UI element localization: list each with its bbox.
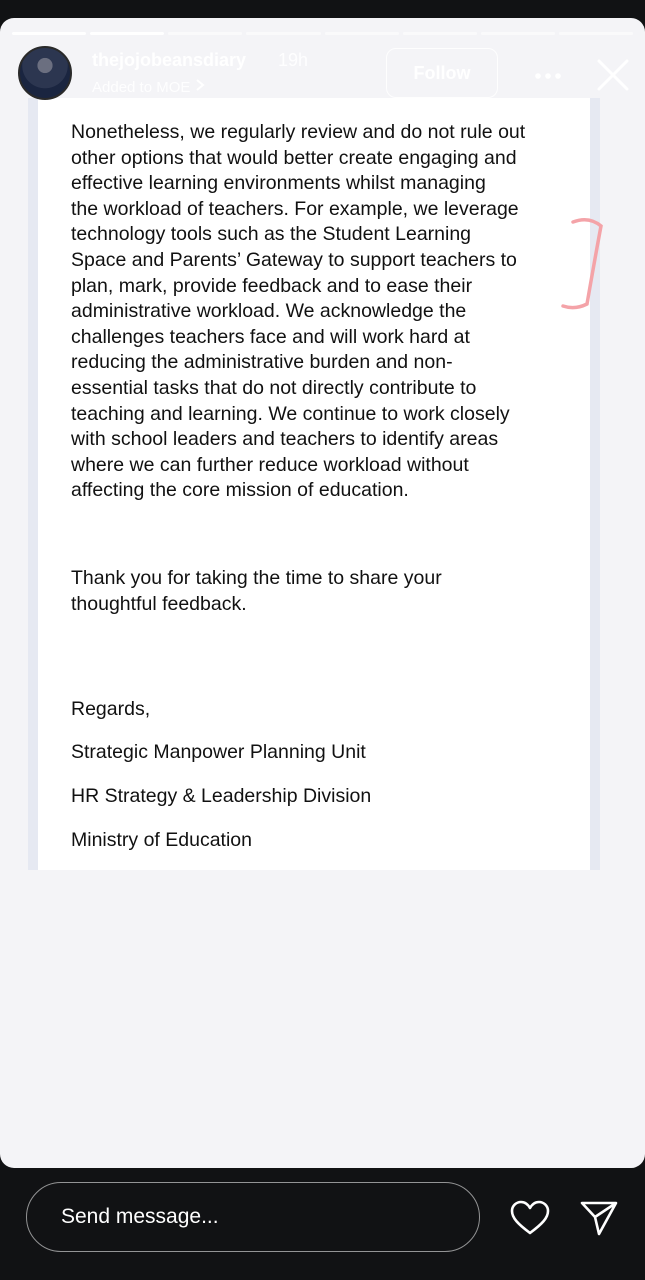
letter-line: challenges teachers face and will work hard at	[71, 325, 470, 348]
username[interactable]: thejojobeansdiary	[92, 50, 247, 70]
progress-segment	[90, 32, 164, 35]
story-progress-bar	[12, 32, 633, 35]
letter-line: the workload of teachers. For example, we leverage	[71, 197, 519, 220]
signature-unit: Strategic Manpower Planning Unit	[71, 741, 366, 763]
letter-line: where we can further reduce workload without	[71, 453, 469, 476]
progress-segment	[246, 32, 320, 35]
letter-line: Space and Parents’ Gateway to support teachers to	[71, 248, 517, 271]
letter-line: administrative workload. We acknowledge the	[71, 300, 467, 323]
letter-body	[71, 120, 581, 504]
letter-line: Nonetheless, we regularly review and do not rule out	[71, 121, 526, 143]
letter-document	[28, 98, 600, 870]
heart-icon[interactable]	[510, 1200, 550, 1241]
added-to-label: Added to MOE	[92, 79, 191, 96]
progress-segment	[12, 32, 86, 35]
more-options-icon[interactable]	[534, 60, 562, 86]
progress-segment	[168, 32, 242, 35]
avatar[interactable]	[18, 46, 72, 100]
story-footer	[0, 1168, 645, 1280]
send-icon[interactable]	[580, 1200, 618, 1241]
close-icon[interactable]	[596, 58, 630, 92]
letter-line: with school leaders and teachers to identify areas	[71, 428, 499, 451]
letter-line: teaching and learning. We continue to work closely	[71, 402, 510, 425]
added-to-link[interactable]	[92, 78, 205, 96]
progress-segment	[325, 32, 399, 35]
letter-line: essential tasks that do not directly contribute to	[71, 376, 477, 399]
progress-segment	[403, 32, 477, 35]
chevron-right-icon	[195, 79, 205, 96]
letter-line: effective learning environments whilst managing	[71, 172, 486, 195]
progress-segment	[481, 32, 555, 35]
letter-line: reducing the administrative burden and non-	[71, 351, 453, 374]
signature-division: HR Strategy & Leadership Division	[71, 785, 372, 807]
letter-regards: Regards,	[71, 698, 151, 720]
letter-line: other options that would better create engaging and	[71, 146, 517, 169]
letter-line: plan, mark, provide feedback and to ease their	[71, 274, 473, 297]
bracket-annotation-mark	[555, 208, 615, 328]
post-time: 19h	[278, 50, 309, 70]
follow-button[interactable]: Follow	[386, 48, 498, 98]
letter-line: affecting the core mission of education.	[71, 479, 409, 502]
progress-segment	[559, 32, 633, 35]
send-message-input[interactable]: Send message...	[26, 1182, 480, 1252]
letter-line: technology tools such as the Student Learning	[71, 223, 472, 246]
story-viewer	[0, 18, 645, 1168]
signature-ministry: Ministry of Education	[71, 829, 252, 851]
letter-line: thoughtful feedback.	[71, 592, 247, 615]
letter-thanks	[71, 566, 581, 617]
story-header	[18, 46, 633, 106]
letter-line: Thank you for taking the time to share your	[71, 567, 442, 589]
